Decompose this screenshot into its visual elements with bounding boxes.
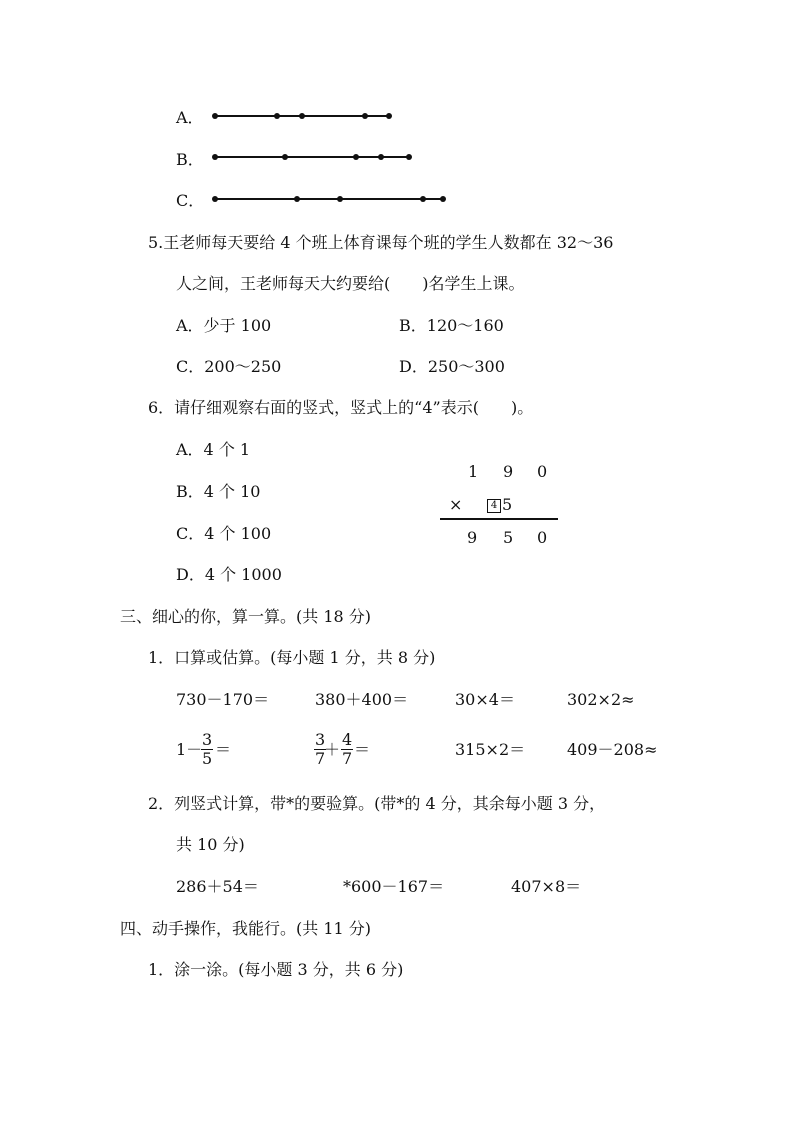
vm-times-sign: × — [449, 495, 463, 514]
vm-row1-digit2: 9 — [503, 462, 514, 481]
s3-p2-stem-line2: 共 10 分) — [176, 835, 245, 854]
q5-option-a: A．少于 100 — [176, 316, 272, 335]
fraction-numerator: 3 — [315, 730, 326, 749]
segment-dot — [212, 154, 218, 160]
s3-p1-stem: 1．口算或估算。(每小题 1 分，共 8 分) — [148, 648, 436, 667]
q5-option-d: D．250～300 — [399, 357, 505, 376]
s4-p1-stem: 1．涂一涂。(每小题 3 分，共 6 分) — [148, 960, 404, 979]
s3-p1-expr3: 30×4＝ — [455, 690, 515, 709]
expr6-equals: ＝ — [354, 740, 371, 759]
expr6-plus: ＋ — [324, 740, 341, 759]
segment-dot — [420, 196, 426, 202]
expr5-equals: ＝ — [215, 740, 232, 759]
fraction-numerator: 4 — [342, 730, 353, 749]
q4-option-c-label: C． — [176, 191, 205, 210]
vm-row1-digit3: 0 — [537, 462, 548, 481]
segment-dot — [274, 113, 280, 119]
s3-p1-expr1: 730－170＝ — [176, 690, 270, 709]
segment-b — [215, 154, 409, 160]
section4-title: 四、动手操作，我能行。(共 11 分) — [120, 919, 372, 938]
q5-option-b: B．120～160 — [399, 316, 504, 335]
segment-dot — [299, 113, 305, 119]
fraction-4-7 — [341, 731, 353, 768]
segment-dot — [378, 154, 384, 160]
section3-title: 三、细心的你，算一算。(共 18 分) — [120, 607, 372, 626]
s3-p1-expr2: 380＋400＝ — [315, 690, 409, 709]
vm-result-line — [440, 518, 558, 520]
fraction-3-5 — [201, 731, 213, 768]
q6-option-b: B．4 个 10 — [176, 482, 261, 501]
segment-dot — [212, 196, 218, 202]
fraction-denominator: 7 — [342, 749, 353, 768]
segment-dot — [362, 113, 368, 119]
vm-result-digit1: 9 — [467, 528, 478, 547]
q6-option-c: C．4 个 100 — [176, 524, 272, 543]
segment-dot — [386, 113, 392, 119]
vm-result-digit2: 5 — [503, 528, 514, 547]
segment-dot — [294, 196, 300, 202]
q6-option-a: A．4 个 1 — [176, 440, 251, 459]
q5-stem-line2: 人之间，王老师每天大约要给( )名学生上课。 — [176, 274, 525, 293]
q6-stem: 6．请仔细观察右面的竖式，竖式上的“4”表示( )。 — [148, 398, 534, 417]
s3-p2-item1: 286＋54＝ — [176, 877, 259, 896]
segment-c — [215, 196, 443, 202]
vm-row2-digit: 5 — [502, 495, 513, 514]
s3-p1-expr8: 409－208≈ — [567, 740, 658, 759]
s3-p2-item3: 407×8＝ — [511, 877, 582, 896]
vm-row1-digit1: 1 — [468, 462, 479, 481]
s3-p2-stem-line1: 2．列竖式计算，带*的要验算。(带*的 4 分，其余每小题 3 分， — [148, 794, 606, 813]
fraction-numerator: 3 — [202, 730, 213, 749]
vm-row2 — [487, 495, 512, 515]
vm-result-digit3: 0 — [537, 528, 548, 547]
vm-boxed-digit: 4 — [487, 499, 501, 513]
q4-option-b-label: B． — [176, 150, 204, 169]
q4-option-a-label: A． — [176, 108, 204, 127]
segment-a — [215, 113, 389, 119]
segment-dot — [440, 196, 446, 202]
fraction-denominator: 5 — [202, 749, 213, 768]
segment-dot — [337, 196, 343, 202]
expr5-prefix: 1－ — [176, 740, 203, 759]
segment-dot — [406, 154, 412, 160]
q5-stem-line1: 5.王老师每天要给 4 个班上体育课每个班的学生人数都在 32～36 — [148, 233, 614, 252]
fraction-denominator: 7 — [315, 749, 326, 768]
segment-line — [215, 198, 443, 200]
s3-p2-item2: *600－167＝ — [343, 877, 445, 896]
s3-p1-expr4: 302×2≈ — [567, 690, 635, 709]
segment-dot — [282, 154, 288, 160]
q6-option-d: D．4 个 1000 — [176, 565, 282, 584]
q5-option-c: C．200～250 — [176, 357, 282, 376]
segment-dot — [212, 113, 218, 119]
segment-dot — [353, 154, 359, 160]
s3-p1-expr7: 315×2＝ — [455, 740, 526, 759]
